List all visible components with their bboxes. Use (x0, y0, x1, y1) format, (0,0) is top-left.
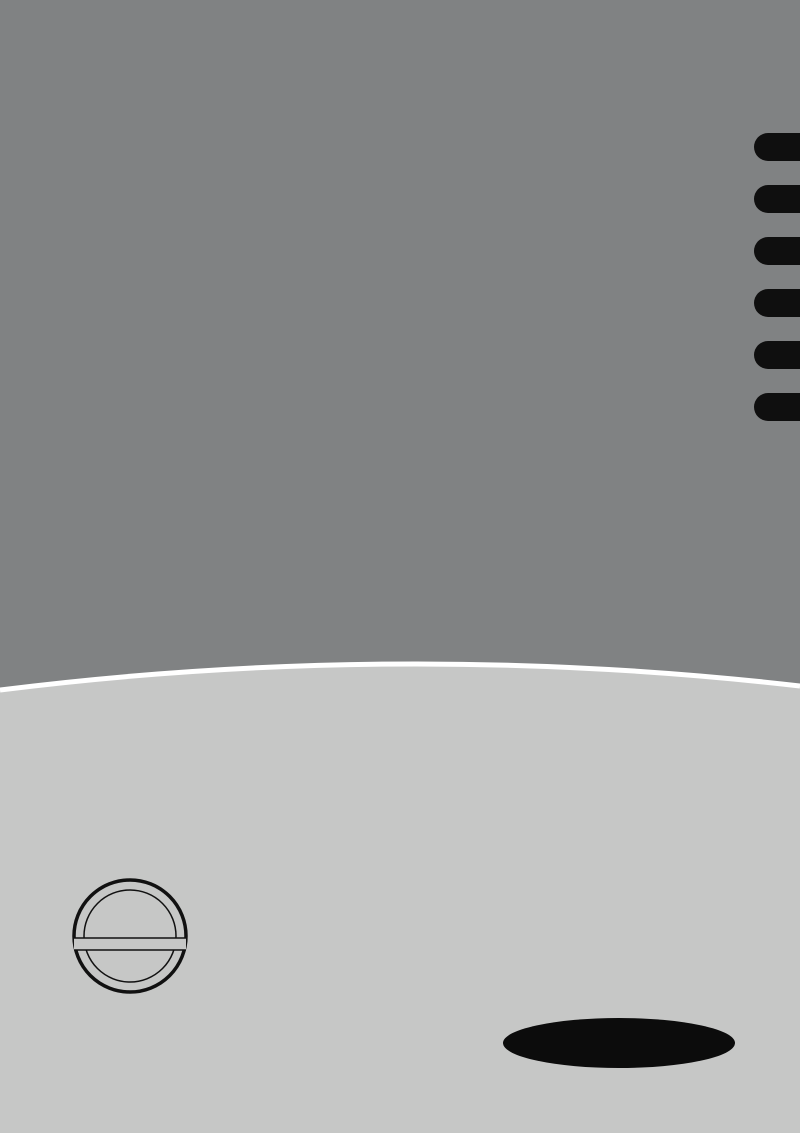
language-badge-ru (754, 133, 800, 161)
novoferm-logo (503, 1018, 735, 1068)
language-badge-pl (754, 393, 800, 421)
language-badge-cz (754, 289, 800, 317)
title-row-ru (0, 124, 800, 176)
certification-block (68, 874, 198, 1006)
tuv-certified-seal-icon (70, 874, 190, 998)
title-row-se (0, 228, 800, 280)
language-badge-se (754, 237, 800, 265)
language-badge-it (754, 185, 800, 213)
title-row-pl (0, 384, 800, 436)
title-row-cz (0, 280, 800, 332)
logo-text (503, 1018, 735, 1068)
title-row-hu (0, 332, 800, 384)
title-list (0, 124, 800, 436)
language-badge-hu (754, 341, 800, 369)
title-row-it (0, 176, 800, 228)
